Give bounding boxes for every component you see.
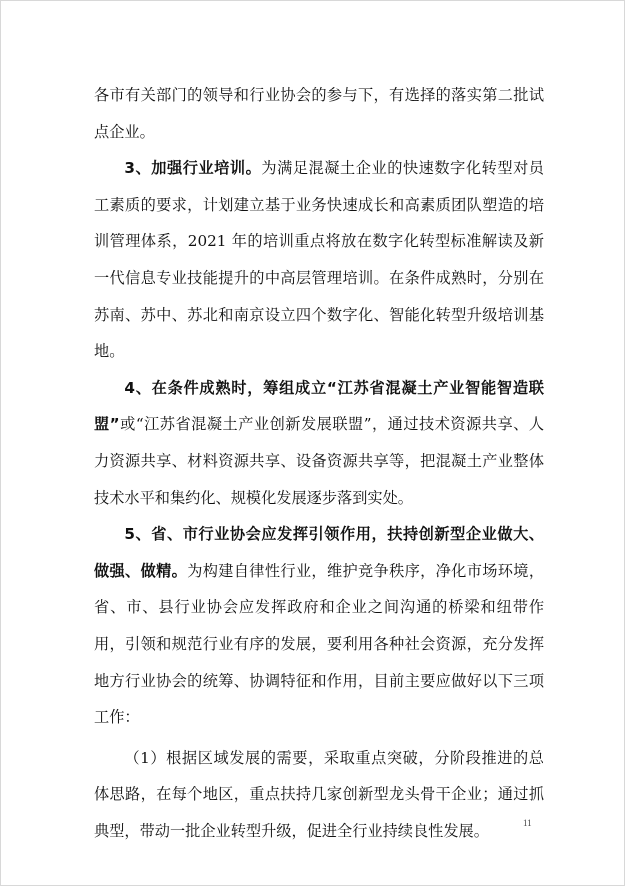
paragraph-body: （1）根据区域发展的需要，采取重点突破，分阶段推进的总体思路，在每个地区，重点扶持几家创新型龙头骨干企业；通过抓典型，带动一批企业转型升级，促进全行业持续良性发展。 bbox=[94, 748, 544, 840]
paragraph-body: 各市有关部门的领导和行业协会的参与下，有选择的落实第二批试点企业。 bbox=[94, 86, 544, 141]
paragraph-body: 为满足混凝土企业的快速数字化转型对员工素质的要求，计划建立基于业务快速成长和高素质团队塑造的培训管理体系，2021 年的培训重点将放在数字化转型标准解读及新一代信息专业技能提升的中高层管理培训。在条件成熟时，分别在苏南、苏中、苏北和南京设立四个数字化、智能化转型升级培训基地。 bbox=[94, 159, 544, 361]
paragraph-heading: 4、在条件成熟时，筹组成立“江苏省混凝土产业智能智造联盟” bbox=[94, 378, 544, 434]
paragraph-body: 为构建自律性行业，维护竞争秩序，净化市场环境，省、市、县行业协会应发挥政府和企业之间沟通的桥梁和纽带作用，引领和规范行业有序的发展，要利用各种社会资源，充分发挥地方行业协会的统筹、协调特征和作用，目前主要应做好以下三项工作： bbox=[94, 561, 545, 727]
paragraph-alliance bbox=[94, 370, 544, 516]
paragraph-heading: 3、加强行业培训。 bbox=[124, 159, 262, 178]
paragraph-association-role bbox=[94, 516, 544, 736]
paragraph-heading: 5、省、市行业协会应发挥引领作用，扶持创新型企业做大、做强、做精。 bbox=[94, 525, 544, 580]
document-body bbox=[94, 77, 544, 849]
paragraph-task-1 bbox=[94, 740, 544, 850]
paragraph-industry-training bbox=[94, 150, 544, 370]
page-number: 11 bbox=[523, 818, 532, 828]
paragraph-body: 或“江苏省混凝土产业创新发展联盟”，通过技术资源共享、人力资源共享、材料资源共享、设备资源共享等，把混凝土产业整体技术水平和集约化、规模化发展逐步落到实处。 bbox=[94, 415, 545, 507]
paragraph-continuation bbox=[94, 77, 544, 150]
